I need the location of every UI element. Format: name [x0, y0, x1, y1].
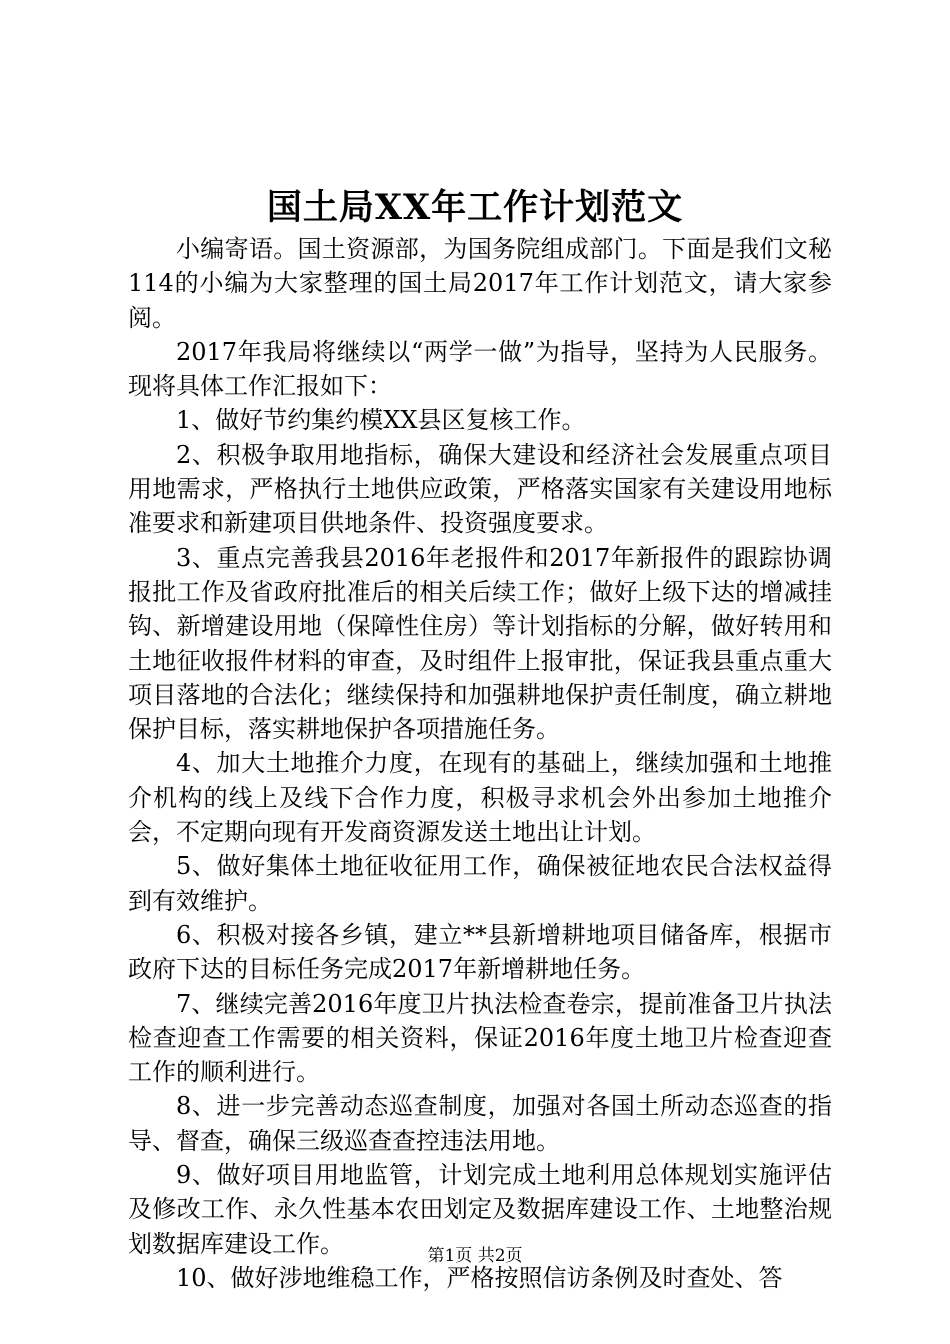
paragraph-overview: 2017年我局将继续以“两学一做”为指导，坚持为人民服务。现将具体工作汇报如下： [128, 337, 832, 401]
page-number-footer: 第1页 共2页 [427, 1246, 523, 1266]
document-title: 国土局XX年工作计划范文 [266, 187, 684, 228]
paragraph-intro: 小编寄语。国土资源部，为国务院组成部门。下面是我们文秘114的小编为大家整理的国土局2017年工作计划范文，请大家参阅。 [128, 235, 832, 332]
paragraph-item-4: 4、加大土地推介力度，在现有的基础上，继续加强和土地推介机构的线上及线下合作力度，积极寻求机会外出参加土地推介会，不定期向现有开发商资源发送土地出让计划。 [128, 749, 832, 847]
paragraph-item-3: 3、重点完善我县2016年老报件和2017年新报件的跟踪协调报批工作及省政府批准后的相关后续工作；做好上级下达的增减挂钩、新增建设用地（保障性住房）等计划指标的分解，做好转用和土地征收报件材料的审查，及时组件上报审批，保证我县重点重大项目落地的合法化；继续保持和加强耕地保护责任制度，确立耕地保护目标，落实耕地保护各项措施任务。 [128, 543, 832, 744]
document-body [128, 232, 832, 1295]
paragraph-item-10: 10、做好涉地维稳工作，严格按照信访条例及时查处、答 [176, 1263, 783, 1292]
paragraph-item-9: 9、做好项目用地监管，计划完成土地利用总体规划实施评估及修改工作、永久性基本农田划定及数据库建设工作、土地整治规划数据库建设工作。 [128, 1161, 832, 1258]
paragraph-item-8: 8、进一步完善动态巡查制度，加强对各国土所动态巡查的指导、督查，确保三级巡查查控违法用地。 [128, 1092, 832, 1155]
paragraph-item-1: 1、做好节约集约模XX县区复核工作。 [176, 406, 586, 435]
paragraph-item-6: 6、积极对接各乡镇，建立**县新增耕地项目储备库，根据市政府下达的目标任务完成2017年新增耕地任务。 [128, 920, 832, 984]
paragraph-item-5: 5、做好集体土地征收征用工作，确保被征地农民合法权益得到有效维护。 [128, 852, 832, 915]
paragraph-item-2: 2、积极争取用地指标，确保大建设和经济社会发展重点项目用地需求，严格执行土地供应政策，严格落实国家有关建设用地标准要求和新建项目供地条件、投资强度要求。 [128, 440, 832, 538]
paragraph-item-7: 7、继续完善2016年度卫片执法检查卷宗，提前准备卫片执法检查迎查工作需要的相关资料，保证2016年度土地卫片检查迎查工作的顺利进行。 [128, 989, 832, 1087]
